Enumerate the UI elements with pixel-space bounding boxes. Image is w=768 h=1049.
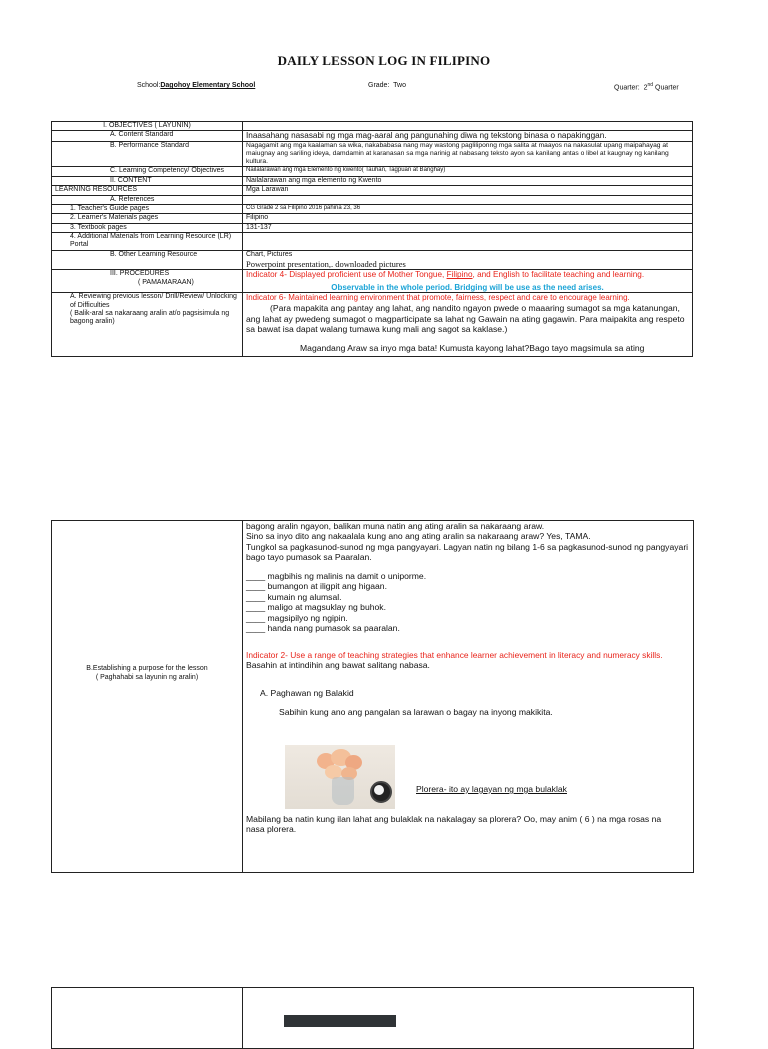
greeting-text: Magandang Araw sa inyo mga bata! Kumusta kayong lahat?Bago tayo magsimula sa ating (300, 342, 645, 353)
quarter-number: 2 (643, 84, 648, 92)
performance-standard-value: Nagagamit ang mga kaalaman sa wika, nakababasa nang may wastong pagliliponng mga salita at maayos na nakasulat upang maipahayag at maiugnay ang sariling ideya, damdamin at karanasan sa mga narinig at nabasang teksto ayon sa kanilang antas o libel at kaugnay ng kanilang kultura. (243, 142, 693, 167)
grade-info (368, 82, 406, 89)
indicator-4-text-end: , and English to facilitate teaching and learning. (472, 270, 645, 280)
establishing-purpose-label (52, 664, 242, 682)
quarter-suffix: nd (647, 82, 654, 88)
procedures-title: III. PROCEDURES (110, 270, 170, 278)
review-value (243, 293, 693, 357)
read-instruction: Basahin at intindihin ang bawat salitang nabasa. (246, 660, 430, 671)
table-row (52, 223, 693, 232)
indicator-2: Indicator 2- Use a range of teaching strategies that enhance learner achievement in literacy and numeracy skills. (246, 649, 663, 660)
table-row (52, 233, 693, 251)
procedures-label (52, 270, 243, 293)
school-label: School: (137, 82, 161, 89)
review-intro: bagong aralin ngayon, balikan muna natin ang ating aralin sa nakaraang araw. (246, 521, 545, 531)
learners-materials-label: 2. Learner's Materials pages (52, 214, 243, 223)
other-resource-value (243, 250, 693, 270)
empty-cell (243, 233, 693, 251)
list-item: ____ maligo at magsuklay ng buhok. (246, 602, 386, 613)
picture-instruction: Sabihin kung ano ang pangalan sa larawan o bagay na inyong makikita. (279, 707, 553, 718)
grade-label: Grade: (368, 82, 390, 89)
table-row (52, 131, 693, 142)
textbook-label: 3. Textbook pages (52, 223, 243, 232)
competency-label: C. Learning Competency/ Objectives (52, 167, 243, 176)
column-divider (242, 988, 243, 1048)
quarter-label: Quarter: (614, 84, 640, 92)
list-item: ____ magsipilyo ng ngipin. (246, 612, 348, 623)
sequence-list (246, 571, 692, 634)
objectives-cell: I. OBJECTIVES ( LAYUNIN) (52, 122, 243, 131)
table-row (52, 214, 693, 223)
content-standard-label: A. Content Standard (52, 131, 243, 142)
additional-materials-label: 4. Additional Materials from Learning Resource (LR) Portal (52, 233, 243, 251)
observable-note: Observable in the whole period. Bridging will be use as the need arises. (331, 282, 604, 292)
establishing-purpose-title: B.Establishing a purpose for the lesson (86, 665, 208, 672)
next-section-block (51, 987, 694, 1049)
indicator-6-text: (Para mapakita ang pantay ang lahat, ang nandito ngayon pwede o maaaring sumagot sa mga katanungan, ang lahat ay pwedeng sumagot o magparticipate sa lahat ng Gawain na ating gagawin. Para maipakita ang respeto sa bawat isa dapat walang tumawa kung mali ang sagot sa kaklase.) (246, 303, 685, 335)
empty-cell (243, 122, 693, 131)
table-row (52, 176, 693, 185)
review-label (52, 293, 243, 357)
resources-label: LEARNING RESOURCES (52, 186, 243, 195)
other-resource-line: Powerpoint presentation,. downloaded pictures (246, 259, 406, 270)
column-divider (242, 521, 243, 872)
procedures-subtitle: ( PAMAMARAAN) (138, 278, 194, 286)
table-row (52, 122, 693, 131)
list-item: ____ magbihis ng malinis na damit o uniporme. (246, 570, 427, 581)
indicator-4-filipino: Filipino (446, 270, 473, 280)
lesson-log-table (51, 121, 693, 357)
learners-materials-value: Filipino (243, 214, 693, 223)
table-row (52, 270, 693, 293)
count-question: Mabilang ba natin kung ilan lahat ang bulaklak na nakalagay sa plorera? Oo, may anim ( 6 ) na mga rosas na nasa plorera. (246, 814, 662, 835)
content-value: Nailalarawan ang mga elemento ng Kwento (243, 176, 693, 185)
teachers-guide-label: 1. Teacher's Guide pages (52, 204, 243, 213)
indicator-6: Indicator 6- Maintained learning environment that promote, fairness, respect and care to encourage learning. (246, 293, 630, 303)
quarter-word: Quarter (655, 84, 679, 92)
flower-vase-image (285, 745, 395, 809)
establishing-purpose-subtitle: ( Paghahabi sa layunin ng aralin) (95, 674, 199, 682)
performance-standard-label: B. Performance Standard (52, 142, 243, 167)
quarter-info (614, 82, 679, 91)
teachers-guide-value: CG Grade 2 sa Filipino 2016 pahina 23, 36 (243, 204, 693, 213)
table-row (52, 195, 693, 204)
list-item: ____ handa nang pumasok sa paaralan. (246, 623, 400, 634)
review-question: Sino sa inyo dito ang nakaalala kung ano ang ating aralin sa nakaraang araw? Yes, TAMA. (246, 531, 591, 542)
plorera-caption: Plorera- ito ay lagayan ng mga bulaklak (416, 784, 567, 794)
establishing-purpose-block (51, 520, 694, 873)
textbook-value: 131-137 (243, 223, 693, 232)
content-label: II. CONTENT (52, 176, 243, 185)
list-item: ____ bumangon at iligpit ang higaan. (246, 581, 387, 592)
paghawan-heading: A. Paghawan ng Balakid (260, 687, 354, 698)
empty-cell (243, 195, 693, 204)
list-item: ____ kumain ng alumsal. (246, 591, 342, 602)
other-resource-label: B. Other Learning Resource (52, 250, 243, 270)
table-row (52, 293, 693, 357)
table-row (52, 142, 693, 167)
resources-value: Mga Larawan (243, 186, 693, 195)
table-row (52, 250, 693, 270)
school-info (137, 82, 255, 89)
page-title: DAILY LESSON LOG IN FILIPINO (277, 53, 491, 68)
sequence-instruction: Tungkol sa pagkasunod-sunod ng mga pangyayari. Lagyan natin ng bilang 1-6 sa pagkasunod-sunod ng pangyayari bago tayo pumasok sa Paaralan. (246, 541, 689, 563)
review-subtitle: ( Balik-aral sa nakaraang aralin at/o pagsisimula ng bagong aralin) (70, 310, 230, 326)
school-value: Dagohoy Elementary School (160, 82, 256, 89)
cut-off-image (284, 1015, 396, 1027)
review-title: A. Reviewing previous lesson/ Drill/Review/ Unlocking of Difficulties (70, 293, 237, 309)
table-row (52, 204, 693, 213)
table-row (52, 186, 693, 195)
indicator-4 (246, 270, 689, 280)
indicator-4-text: Indicator 4- Displayed proficient use of Mother Tongue, (246, 270, 447, 280)
competency-value: Nailalarawan ang mga Elemento ng kwento( Tauhan, Tagpuan at Banghay) (243, 167, 693, 176)
procedures-value (243, 270, 693, 293)
table-row (52, 167, 693, 176)
references-label: A. References (52, 195, 243, 204)
establishing-purpose-content (246, 521, 692, 718)
other-resource-line: Chart, Pictures (246, 250, 293, 258)
grade-value: Two (393, 82, 407, 89)
content-standard-value: Inaasahang nasasabi ng mga mag-aaral ang pangunahing diwa ng tekstong binasa o napakinggan. (243, 131, 693, 142)
